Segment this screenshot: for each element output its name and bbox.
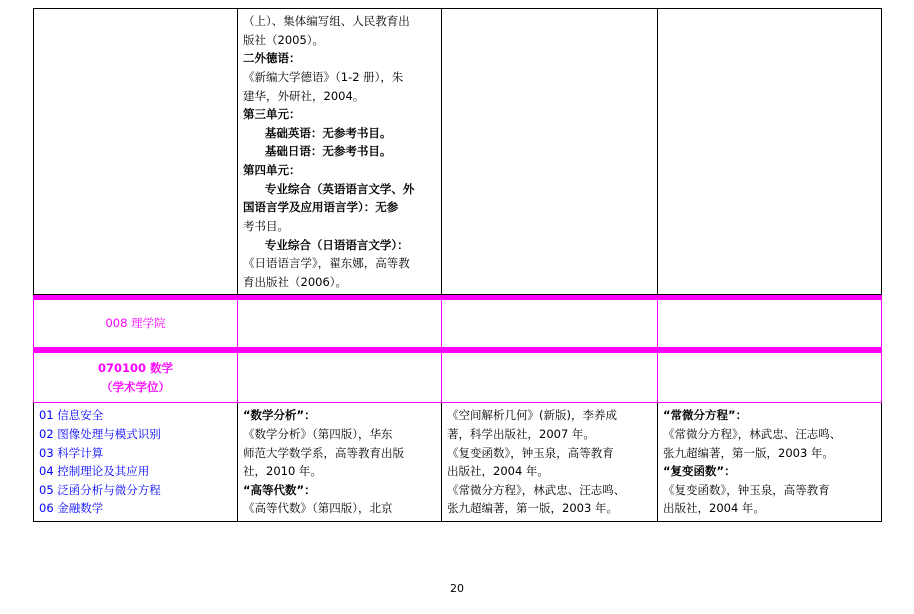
line: 《新编大学德语》（1-2 册），朱: [243, 69, 404, 84]
line: 《空间解析几何》(新版)，李养成: [447, 408, 617, 423]
reference-books-table: [33, 8, 882, 522]
major-empty-cell: [658, 353, 882, 403]
line: 育出版社（2006）。: [243, 274, 348, 289]
college-name: 008 理学院: [105, 316, 166, 331]
line: “高等代数”：: [243, 482, 316, 497]
table-row-directions: [34, 403, 882, 522]
direction-item: 02 图像处理与模式识别: [39, 426, 161, 441]
line: 国语言学及应用语言学）：无参: [243, 200, 399, 215]
college-empty-cell: [442, 300, 658, 348]
cell-books-col2: [238, 403, 442, 522]
line: 张九超编著，第一版，2003 年。: [663, 445, 834, 460]
line: 第三单元：: [243, 107, 301, 122]
line: 《日语语言学》，翟东娜，高等教: [243, 256, 410, 271]
major-code-and-name: 070100 数学: [97, 361, 173, 375]
line: 出版社，2004 年。: [447, 464, 549, 479]
cell-exam-subject-3: [658, 9, 882, 295]
cell-books-col3: [442, 403, 658, 522]
line: 二外德语：: [243, 51, 301, 66]
line: 考书目。: [243, 218, 289, 233]
cell-exam-subject-2: [442, 9, 658, 295]
line: 建华，外研社，2004。: [243, 88, 365, 103]
cell-exam-subject-1: [238, 9, 442, 295]
college-name-cell: [34, 300, 238, 348]
table-body: [34, 9, 882, 522]
cell-research-directions: [34, 403, 238, 522]
major-empty-cell: [442, 353, 658, 403]
page-number: 20: [450, 582, 464, 595]
line: 专业综合（日语语言文学）：: [264, 237, 409, 252]
line: 基础英语：无参考书目。: [264, 125, 392, 140]
major-empty-cell: [238, 353, 442, 403]
line: 师范大学数学系，高等教育出版: [243, 445, 404, 460]
major-name-cell: [34, 353, 238, 403]
cell-books-col4: [658, 403, 882, 522]
line: 著，科学出版社，2007 年。: [447, 426, 595, 441]
line: 《高等代数》（第四版），北京: [243, 501, 393, 516]
line: 《数学分析》（第四版），华东: [243, 426, 393, 441]
direction-item: 03 科学计算: [39, 445, 104, 460]
line: 出版社，2004 年。: [663, 501, 765, 516]
table-row: [34, 9, 882, 295]
direction-item: 04 控制理论及其应用: [39, 464, 150, 479]
direction-item: 06 金融数学: [39, 501, 104, 516]
line: 张九超编著，第一版，2003 年。: [447, 501, 618, 516]
line: 社，2010 年。: [243, 464, 322, 479]
line: “数学分析”：: [243, 408, 316, 423]
line: 《复变函数》，钟玉泉，高等教育: [447, 445, 614, 460]
line: “常微分方程”：: [663, 408, 748, 423]
line: 《常微分方程》，林武忠、汪志鸣、: [447, 482, 626, 497]
table-row-major: [34, 353, 882, 403]
line: 《常微分方程》，林武忠、汪志鸣、: [663, 426, 842, 441]
college-empty-cell: [658, 300, 882, 348]
line: 第四单元：: [243, 163, 301, 177]
line: 《复变函数》，钟玉泉，高等教育: [663, 482, 830, 497]
major-degree-type: （学术学位）: [101, 379, 170, 394]
line: “复变函数”：: [663, 464, 736, 479]
line: 版社（2005）。: [243, 32, 325, 47]
line: 基础日语：无参考书目。: [264, 144, 392, 159]
college-empty-cell: [238, 300, 442, 348]
cell-directions: [34, 9, 238, 295]
table-row-college: [34, 300, 882, 348]
direction-item: 05 泛函分析与微分方程: [39, 482, 161, 497]
direction-item: 01 信息安全: [39, 408, 104, 423]
line: （上）、集体编写组、人民教育出: [243, 14, 410, 28]
line: 专业综合（英语语言文学、外: [264, 181, 415, 196]
